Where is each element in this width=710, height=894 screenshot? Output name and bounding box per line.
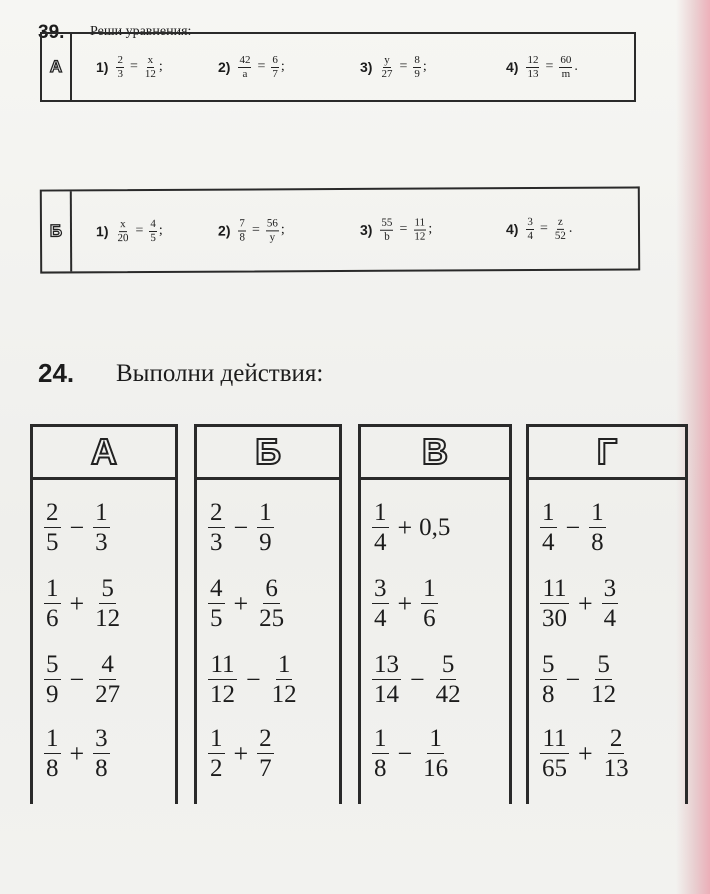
punctuation: ; bbox=[158, 59, 163, 74]
group-b-letter: Б bbox=[42, 191, 72, 271]
denominator: 7 bbox=[259, 755, 272, 782]
denominator: 7 bbox=[272, 67, 278, 80]
numerator: 5 bbox=[542, 651, 555, 678]
operator: + bbox=[233, 588, 249, 618]
column-header-letter: A bbox=[33, 424, 175, 480]
punctuation: . bbox=[574, 59, 578, 74]
denominator: 9 bbox=[414, 67, 420, 80]
operator: + bbox=[397, 512, 413, 542]
column-header-letter: Б bbox=[197, 424, 339, 480]
denominator: 9 bbox=[259, 529, 272, 556]
denominator: b bbox=[384, 230, 390, 243]
task-39-group-a bbox=[40, 32, 636, 102]
denominator: 4 bbox=[603, 605, 617, 632]
numerator: 1 bbox=[46, 575, 59, 602]
denominator: 13 bbox=[527, 67, 539, 80]
equation bbox=[96, 55, 163, 80]
denominator: 8 bbox=[374, 755, 387, 782]
numerator: 1 bbox=[374, 725, 387, 752]
second-fraction bbox=[257, 726, 274, 781]
first-fraction bbox=[208, 726, 225, 781]
first-fraction bbox=[372, 726, 389, 781]
denominator: 5 bbox=[46, 529, 59, 556]
equation-number: 3) bbox=[360, 59, 373, 75]
equation bbox=[506, 216, 572, 241]
punctuation: ; bbox=[280, 222, 285, 238]
numerator: z bbox=[557, 216, 564, 229]
right-fraction bbox=[554, 216, 567, 241]
first-fraction bbox=[44, 500, 61, 555]
operator: + bbox=[578, 738, 593, 768]
numerator: 56 bbox=[266, 218, 279, 231]
operator: + bbox=[233, 738, 249, 768]
left-fraction bbox=[238, 55, 251, 80]
expression bbox=[206, 652, 301, 707]
denominator: 65 bbox=[542, 755, 567, 782]
equals-sign: = bbox=[135, 223, 144, 239]
right-fraction bbox=[413, 55, 421, 80]
first-fraction bbox=[44, 576, 61, 631]
second-fraction bbox=[93, 726, 110, 781]
denominator: 3 bbox=[117, 67, 123, 80]
denominator: 12 bbox=[95, 605, 121, 632]
numerator: 2 bbox=[117, 53, 123, 66]
numerator: 4 bbox=[101, 651, 114, 678]
second-fraction bbox=[93, 576, 122, 631]
first-fraction bbox=[372, 576, 389, 631]
numerator: 1 bbox=[591, 499, 604, 526]
column-header-letter: Г bbox=[529, 424, 685, 480]
operator: − bbox=[69, 664, 85, 694]
expression bbox=[538, 576, 620, 631]
equation bbox=[506, 55, 578, 80]
numerator: 1 bbox=[95, 499, 108, 526]
equation-number: 2) bbox=[217, 222, 231, 239]
denominator: 9 bbox=[46, 681, 59, 708]
denominator: 5 bbox=[210, 605, 223, 632]
equation bbox=[96, 218, 163, 243]
numerator: 1 bbox=[542, 499, 555, 526]
denominator: 12 bbox=[414, 230, 426, 243]
first-fraction bbox=[44, 726, 61, 781]
numerator: 5 bbox=[101, 575, 114, 602]
numerator: 1 bbox=[374, 499, 387, 526]
numerator: 2 bbox=[259, 725, 272, 752]
denominator: 8 bbox=[239, 230, 246, 244]
denominator: 8 bbox=[95, 755, 108, 782]
expression bbox=[206, 500, 276, 555]
left-fraction bbox=[380, 55, 393, 80]
expression bbox=[370, 652, 465, 707]
numerator: 1 bbox=[46, 725, 59, 752]
expression bbox=[370, 726, 452, 781]
group-a-equations bbox=[86, 34, 624, 100]
first-fraction bbox=[540, 652, 557, 707]
denominator: 27 bbox=[95, 681, 121, 708]
right-fraction bbox=[413, 217, 426, 242]
decimal-number: 0,5 bbox=[419, 513, 451, 541]
equals-sign: = bbox=[539, 220, 548, 236]
denominator: 4 bbox=[527, 229, 534, 242]
equals-sign: = bbox=[251, 222, 260, 238]
equals-sign: = bbox=[257, 59, 266, 74]
left-fraction bbox=[116, 219, 129, 244]
denominator: 4 bbox=[542, 529, 555, 556]
left-fraction bbox=[526, 55, 539, 80]
operator: − bbox=[233, 512, 249, 542]
denominator: 3 bbox=[210, 529, 223, 556]
first-fraction bbox=[208, 576, 225, 631]
numerator: 3 bbox=[374, 575, 387, 602]
numerator: x bbox=[119, 219, 127, 232]
second-fraction bbox=[257, 576, 286, 631]
denominator: 42 bbox=[435, 681, 461, 708]
operator: − bbox=[410, 664, 425, 694]
second-fraction bbox=[602, 576, 619, 631]
task-39-group-b bbox=[40, 186, 640, 273]
punctuation: ; bbox=[422, 59, 427, 74]
operator: − bbox=[397, 738, 413, 768]
numerator: 7 bbox=[238, 218, 246, 231]
second-fraction bbox=[421, 576, 438, 631]
denominator: m bbox=[561, 67, 571, 80]
denominator: 12 bbox=[591, 681, 617, 708]
equation-number: 1) bbox=[95, 223, 109, 240]
denominator: 8 bbox=[591, 529, 604, 556]
first-fraction bbox=[372, 500, 389, 555]
numerator: 4 bbox=[149, 218, 157, 231]
numerator: 11 bbox=[413, 217, 426, 230]
equation bbox=[360, 217, 432, 242]
first-fraction bbox=[540, 726, 569, 781]
numerator: 6 bbox=[272, 53, 278, 66]
first-fraction bbox=[540, 576, 569, 631]
numerator: 5 bbox=[441, 651, 455, 678]
denominator: 12 bbox=[210, 681, 235, 708]
equals-sign: = bbox=[129, 59, 138, 74]
numerator: 11 bbox=[210, 651, 235, 678]
equation-number: 4) bbox=[506, 59, 519, 75]
numerator: 8 bbox=[414, 53, 420, 66]
operator: − bbox=[246, 664, 261, 694]
expression bbox=[370, 576, 440, 631]
right-fraction bbox=[271, 55, 279, 80]
denominator: y bbox=[269, 230, 276, 243]
denominator: 6 bbox=[423, 605, 436, 632]
left-fraction bbox=[116, 55, 124, 80]
second-fraction bbox=[421, 726, 450, 781]
numerator: x bbox=[147, 53, 154, 66]
equation-number: 4) bbox=[505, 221, 519, 238]
equation-number: 3) bbox=[359, 221, 373, 238]
numerator: 1 bbox=[210, 725, 223, 752]
expression bbox=[370, 500, 450, 555]
second-fraction bbox=[270, 652, 299, 707]
numerator: 55 bbox=[380, 217, 393, 230]
expression bbox=[42, 652, 124, 707]
numerator: 42 bbox=[239, 53, 251, 66]
numerator: 2 bbox=[46, 499, 59, 526]
denominator: 5 bbox=[150, 231, 156, 244]
expression bbox=[206, 726, 276, 781]
operator: + bbox=[578, 588, 593, 618]
operator: + bbox=[397, 588, 413, 618]
punctuation: ; bbox=[158, 222, 163, 238]
operator: − bbox=[565, 512, 581, 542]
denominator: 27 bbox=[381, 67, 393, 80]
first-fraction bbox=[372, 652, 401, 707]
denominator: 25 bbox=[259, 605, 285, 632]
denominator: 2 bbox=[210, 755, 223, 782]
numerator: 5 bbox=[46, 651, 59, 678]
numerator: 1 bbox=[259, 499, 272, 526]
numerator: 11 bbox=[542, 725, 567, 752]
numerator: 3 bbox=[603, 575, 617, 602]
second-fraction bbox=[589, 652, 618, 707]
right-fraction bbox=[266, 218, 279, 243]
equation bbox=[218, 218, 285, 243]
equation bbox=[360, 55, 427, 80]
left-fraction bbox=[238, 218, 246, 243]
equals-sign: = bbox=[545, 59, 554, 74]
task-39-title: Реши уравнения: bbox=[90, 24, 192, 39]
left-fraction bbox=[380, 217, 393, 242]
operator: + bbox=[69, 588, 85, 618]
expression bbox=[538, 652, 620, 707]
numerator: 4 bbox=[210, 575, 223, 602]
denominator: 4 bbox=[374, 605, 387, 632]
task-24-title: Выполни действия: bbox=[116, 360, 324, 387]
numerator: 60 bbox=[560, 53, 572, 66]
operator: + bbox=[69, 738, 85, 768]
second-fraction bbox=[93, 500, 110, 555]
denominator: 6 bbox=[46, 605, 59, 632]
denominator: 14 bbox=[374, 681, 399, 708]
second-fraction bbox=[257, 500, 274, 555]
equals-sign: = bbox=[399, 59, 408, 74]
equals-sign: = bbox=[399, 221, 408, 237]
left-fraction bbox=[526, 216, 534, 241]
first-fraction bbox=[540, 500, 557, 555]
equation-number: 1) bbox=[96, 59, 109, 75]
numerator: 1 bbox=[277, 651, 291, 678]
task-24-number: 24. bbox=[38, 358, 75, 388]
second-fraction bbox=[434, 652, 463, 707]
second-fraction bbox=[602, 726, 631, 781]
numerator: 3 bbox=[95, 725, 108, 752]
numerator: 2 bbox=[210, 499, 223, 526]
denominator: 52 bbox=[554, 229, 566, 242]
denominator: 3 bbox=[95, 529, 108, 556]
denominator: a bbox=[242, 67, 248, 80]
numerator: 1 bbox=[429, 725, 442, 752]
first-fraction bbox=[208, 652, 237, 707]
right-fraction bbox=[559, 55, 572, 80]
expression bbox=[206, 576, 288, 631]
operator: − bbox=[69, 512, 85, 542]
denominator: 20 bbox=[117, 231, 129, 244]
task-39-number: 39. bbox=[38, 22, 65, 43]
denominator: 12 bbox=[144, 67, 156, 80]
punctuation: . bbox=[568, 220, 573, 236]
numerator: 6 bbox=[265, 575, 278, 602]
denominator: 13 bbox=[603, 755, 629, 782]
denominator: 16 bbox=[423, 755, 449, 782]
numerator: 12 bbox=[527, 53, 539, 66]
numerator: 2 bbox=[609, 725, 623, 752]
right-fraction bbox=[144, 55, 157, 80]
operator: − bbox=[565, 664, 581, 694]
expression bbox=[538, 500, 608, 555]
denominator: 8 bbox=[46, 755, 59, 782]
second-fraction bbox=[589, 500, 606, 555]
expression bbox=[42, 576, 124, 631]
equation bbox=[218, 55, 285, 80]
right-fraction bbox=[149, 218, 157, 243]
punctuation: ; bbox=[428, 221, 433, 237]
first-fraction bbox=[208, 500, 225, 555]
group-a-letter: A bbox=[42, 34, 72, 100]
punctuation: ; bbox=[280, 59, 285, 74]
expression bbox=[538, 726, 633, 781]
expression bbox=[42, 500, 112, 555]
numerator: 3 bbox=[526, 216, 534, 229]
equation-number: 2) bbox=[218, 59, 231, 75]
denominator: 30 bbox=[542, 605, 567, 632]
group-b-equations bbox=[86, 188, 628, 271]
numerator: 13 bbox=[374, 651, 399, 678]
denominator: 4 bbox=[374, 529, 387, 556]
denominator: 8 bbox=[542, 681, 555, 708]
second-fraction bbox=[93, 652, 122, 707]
column-header-letter: В bbox=[361, 424, 509, 480]
numerator: 1 bbox=[423, 575, 436, 602]
denominator: 12 bbox=[271, 681, 297, 708]
numerator: 11 bbox=[542, 575, 567, 602]
numerator: 5 bbox=[597, 651, 610, 678]
numerator: y bbox=[384, 53, 390, 66]
expression bbox=[42, 726, 112, 781]
first-fraction bbox=[44, 652, 61, 707]
